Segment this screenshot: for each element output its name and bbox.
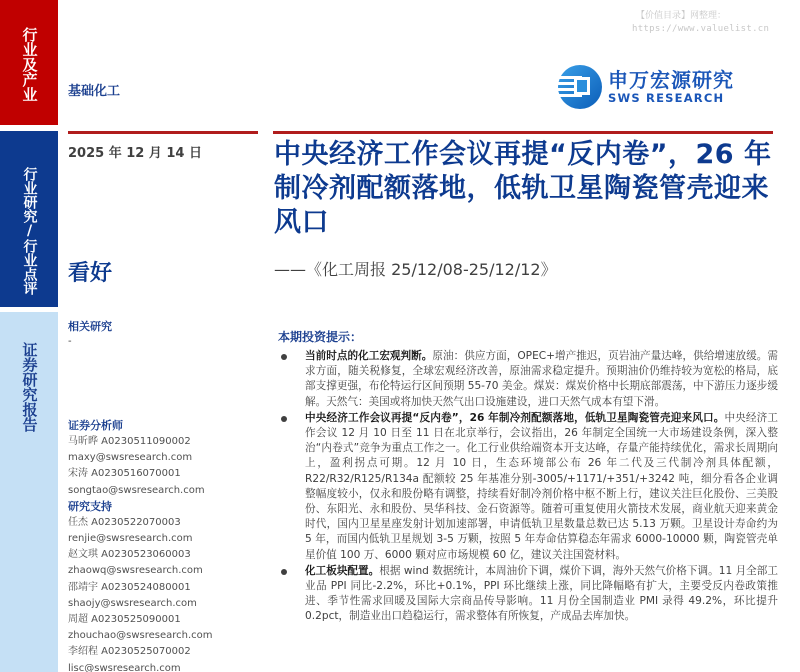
bullet-lead: 化工板块配置。 [305, 564, 380, 577]
report-title: 中央经济工作会议再提“反内卷”，26 年制冷剂配额落地，低轨卫星陶瓷管壳迎来风口 [274, 139, 772, 238]
industry-label: 基础化工 [68, 84, 121, 99]
support-email[interactable]: renjie@swsresearch.com [68, 533, 193, 545]
support-line: 任杰 A0230522070003 [68, 516, 181, 528]
sidebar-label-securities: 证券研究报告 [20, 342, 39, 432]
watermark-line1: 【价值目录】网整理： [636, 11, 727, 21]
sidebar-category-securities [0, 312, 58, 672]
list-item [278, 349, 778, 410]
bullet-text: 原油：供应方面，OPEC+增产推迟，页岩油产量达峰，供给增速放缓。需求方面，随关税修复，全球宏观经济改善，原油需求稳定提升。预期油价仍维持较为宽松的格局，底部支撑更强，布伦特运行区间预期 55-70 美金。煤炭：煤炭价格中长期底部震荡，中下游压力逐步缓解。天然气：美国或将加快天然气出口设施建设，进口天然气成本有望下滑。 [305, 350, 778, 408]
analyst-email[interactable]: maxy@swsresearch.com [68, 452, 193, 464]
logo-mark-icon [554, 63, 602, 111]
bullet-icon [278, 349, 305, 410]
bullet-icon [278, 564, 305, 625]
sws-logo [554, 63, 734, 111]
analyst-list [68, 418, 258, 672]
divider-left [68, 131, 258, 134]
bullet-lead: 当前时点的化工宏观判断。 [305, 350, 433, 362]
sidebar-category-report-type [0, 131, 58, 307]
list-item [278, 411, 778, 563]
support-email[interactable]: shaojy@swsresearch.com [68, 597, 197, 609]
sidebar-label-industry: 行业及产业 [20, 27, 39, 102]
related-research-value: - [68, 336, 72, 347]
related-research-title: 相关研究 [68, 320, 112, 333]
watermark [632, 11, 770, 35]
logo-en-text: SWS RESEARCH [608, 91, 725, 105]
list-item [278, 564, 778, 625]
bullet-text: 根据 wind 数据统计，本周油价下调，煤价下调，海外天然气价格下调。11 月全部工业品 PPI 同比-2.2%，环比+0.1%，PPI 环比继续上涨，同比降幅略有扩大，主要受反内卷政策推进、季节性需求回暖及国际大宗商品传导影响。11 月份全国制造业 PMI 录得 49.2%，环比提升 0.2pct，制造业出口趋稳运行，需求整体有所恢复，产成品去库加快。 [305, 564, 778, 623]
support-line: 李绍程 A0230525070002 [68, 646, 191, 658]
bullet-lead: 中央经济工作会议再提“反内卷”，26 年制冷剂配额落地，低轨卫星陶瓷管壳迎来风口。 [305, 411, 725, 424]
investment-tips-list [278, 349, 778, 626]
divider-right [273, 131, 773, 134]
support-line: 邵靖宇 A0230524080001 [68, 581, 191, 593]
support-email[interactable]: zhaowq@swsresearch.com [68, 565, 203, 577]
report-date: 2025 年 12 月 14 日 [68, 146, 202, 161]
analyst-email[interactable]: songtao@swsresearch.com [68, 484, 205, 496]
bullet-text: 中央经济工作会议 12 月 10 日至 11 日在北京举行，会议指出，26 年制定全国统一大市场建设条例，深入整治“内卷式”竞争为重点工作之一。化工行业供给端资本开支达峰，存量产能持续优化，需求长周期向上，盈利拐点可期。12 月 10 日，生态环境部公布 26 年二代及三代制冷剂具体配额，R22/R32/R125/R134a 配额较 25 年基准分别-3005/+1171/+351/+3242 吨，细分看各企业调整幅度较小，仅永和股份略有调整，持续看好制冷剂价格中枢不断上行，建议关注巨化股份、三美股份、东阳光、永和股份、昊华科技、金石资源等。随着可重复使用火箭技术发展，商业航天迎来黄金时代，国内卫星星座发射计划加速部署，申请低轨卫星数量总数已达 5.13 万颗。卫星设计寿命约为 5 年，而国内低轨卫星规划 3-5 万颗，按照 5 年寿命估算稳态年需求 6000-10000 颗，陶瓷管壳单星价值 100 万、6000 颗对应市场规模 60 亿，建议关注国瓷材料。 [305, 411, 779, 561]
logo-cn-text: 申万宏源研究 [608, 68, 734, 92]
watermark-url: https://www.valuelist.cn [632, 24, 770, 34]
analyst-line: 马昕晔 A0230511090002 [68, 436, 191, 447]
support-email[interactable]: lisc@swsresearch.com [68, 662, 181, 672]
analyst-line: 宋涛 A0230516070001 [68, 468, 181, 480]
report-subtitle: ——《化工周报 25/12/08-25/12/12》 [274, 260, 557, 279]
support-line: 赵文琪 A0230523060003 [68, 549, 191, 561]
support-title: 研究支持 [68, 499, 112, 513]
support-email[interactable]: zhouchao@swsresearch.com [68, 630, 213, 642]
analysts-title: 证券分析师 [68, 419, 123, 432]
rating-badge: 看好 [68, 261, 113, 286]
sidebar-label-report-type: 行业研究/行业点评 [21, 167, 38, 295]
sidebar-category-industry [0, 0, 58, 125]
investment-tips-title: 本期投资提示： [278, 330, 363, 344]
support-line: 周超 A0230525090001 [68, 614, 181, 626]
bullet-icon [278, 411, 305, 563]
